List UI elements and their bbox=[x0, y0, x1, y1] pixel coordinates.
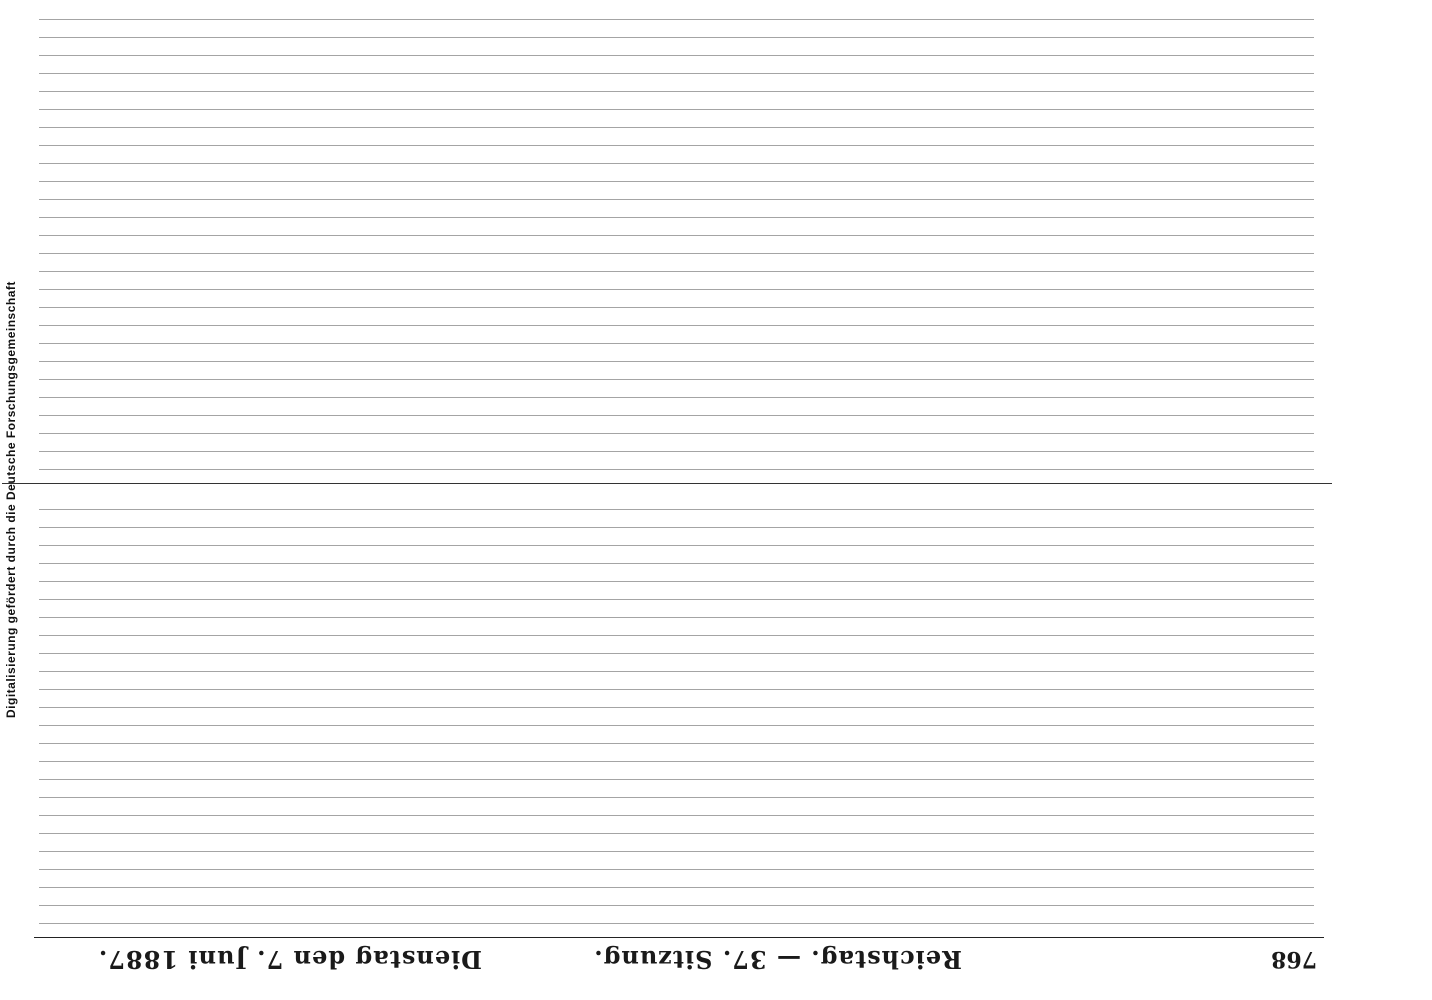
running-head-right: Dienstag den 7. Juni 1887. bbox=[97, 945, 482, 974]
header-rule bbox=[34, 937, 1324, 938]
page-number: 768 bbox=[1271, 946, 1317, 972]
text-block-left bbox=[39, 499, 1314, 924]
center-divider bbox=[2, 483, 1332, 484]
text-block-right bbox=[39, 15, 1314, 470]
digitization-credit: Digitalisierung gefördert durch die Deutsche Forschungsgemeinschaft bbox=[4, 281, 18, 719]
running-head-left: Reichstag. — 37. Sitzung. bbox=[593, 945, 962, 974]
